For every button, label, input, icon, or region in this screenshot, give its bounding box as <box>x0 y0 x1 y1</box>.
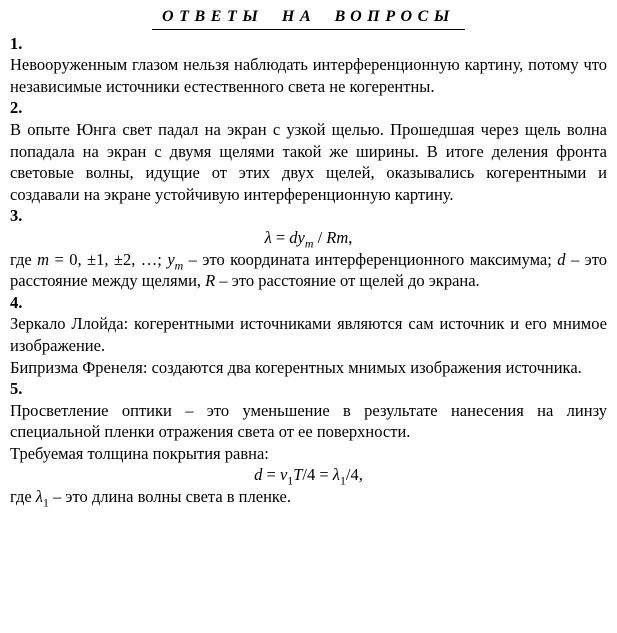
text-segment: m <box>37 249 50 269</box>
sections <box>10 33 607 508</box>
text-segment: , <box>348 227 353 247</box>
text-segment: Просветление оптики – это уменьшение в результате нанесения на линзу специальной пленки отражения света от ее поверхности. <box>10 400 607 442</box>
section-number: 5. <box>10 379 23 399</box>
text-segment: = <box>262 465 280 485</box>
text-segment: /4, <box>345 465 363 485</box>
title-row <box>10 5 607 30</box>
paragraph <box>10 357 607 379</box>
paragraph <box>10 400 607 443</box>
text-segment: где <box>10 249 38 269</box>
text-segment: λ <box>332 465 340 485</box>
text-segment: d <box>254 465 263 485</box>
text-segment: Зеркало Ллойда: когерентными источниками являются сам источник и его мнимое изображение. <box>10 314 607 355</box>
formula-subscript: m <box>304 236 314 251</box>
paragraph <box>10 54 607 97</box>
section-number: 2. <box>10 98 23 118</box>
paragraph <box>10 313 607 356</box>
text-segment: dy <box>289 227 305 247</box>
section-number: 1. <box>10 33 23 53</box>
formula <box>10 464 607 486</box>
text-segment: R <box>205 271 216 291</box>
text-segment: d <box>557 249 566 269</box>
text-segment: В опыте Юнга свет падал на экран с узкой щелью. Прошедшая через щель волна попадала на экран с двумя щелями такой же ширины. В итоге деления фронта световые волны, идущие от этих двух щелей, оказывались когерентными и создавали на экране устойчивую интерференционную картину. <box>10 119 607 204</box>
text-segment: λ <box>35 487 43 507</box>
text-segment: – это расстояние между щелями, <box>10 249 607 291</box>
text-segment: где <box>10 487 36 507</box>
text-segment: = <box>271 227 290 247</box>
formula-subscript: 1 <box>42 495 49 510</box>
paragraph <box>10 486 607 508</box>
section-number: 4. <box>10 292 23 312</box>
section <box>10 205 607 291</box>
section <box>10 378 607 508</box>
text-segment: y <box>167 249 175 269</box>
text-segment: Бипризма Френеля: создаются два когерентных мнимых изображения источника. <box>10 357 582 377</box>
text-segment: – это расстояние от щелей до экрана. <box>215 271 480 291</box>
formula-subscript: 1 <box>339 473 346 488</box>
paragraph <box>10 119 607 205</box>
text-segment: = 0, ±1, ±2, …; <box>49 249 168 269</box>
formula <box>10 227 607 249</box>
text-segment: T <box>293 465 303 485</box>
text-segment: λ <box>264 227 272 247</box>
formula-subscript: 1 <box>287 473 294 488</box>
paragraph <box>10 443 607 465</box>
text-segment: – это координата интерференционного максимума; <box>183 249 558 269</box>
section <box>10 33 607 98</box>
text-segment: – это длина волны света в пленке. <box>48 487 291 507</box>
text-segment: Невооруженным глазом нельзя наблюдать интерференционную картину, потому что независимые источники естественного света не когерентны. <box>10 55 607 96</box>
paragraph <box>10 249 607 292</box>
text-segment: Требуемая толщина покрытия равна: <box>10 443 269 463</box>
text-segment: v <box>279 465 288 485</box>
section <box>10 97 607 205</box>
formula-subscript: m <box>174 257 184 272</box>
text-segment: /4 = <box>302 465 333 485</box>
text-segment: Rm <box>326 227 349 247</box>
section <box>10 292 607 378</box>
text-segment: / <box>313 227 327 247</box>
page-title: ОТВЕТЫ НА ВОПРОСЫ <box>152 6 465 30</box>
section-number: 3. <box>10 206 23 226</box>
